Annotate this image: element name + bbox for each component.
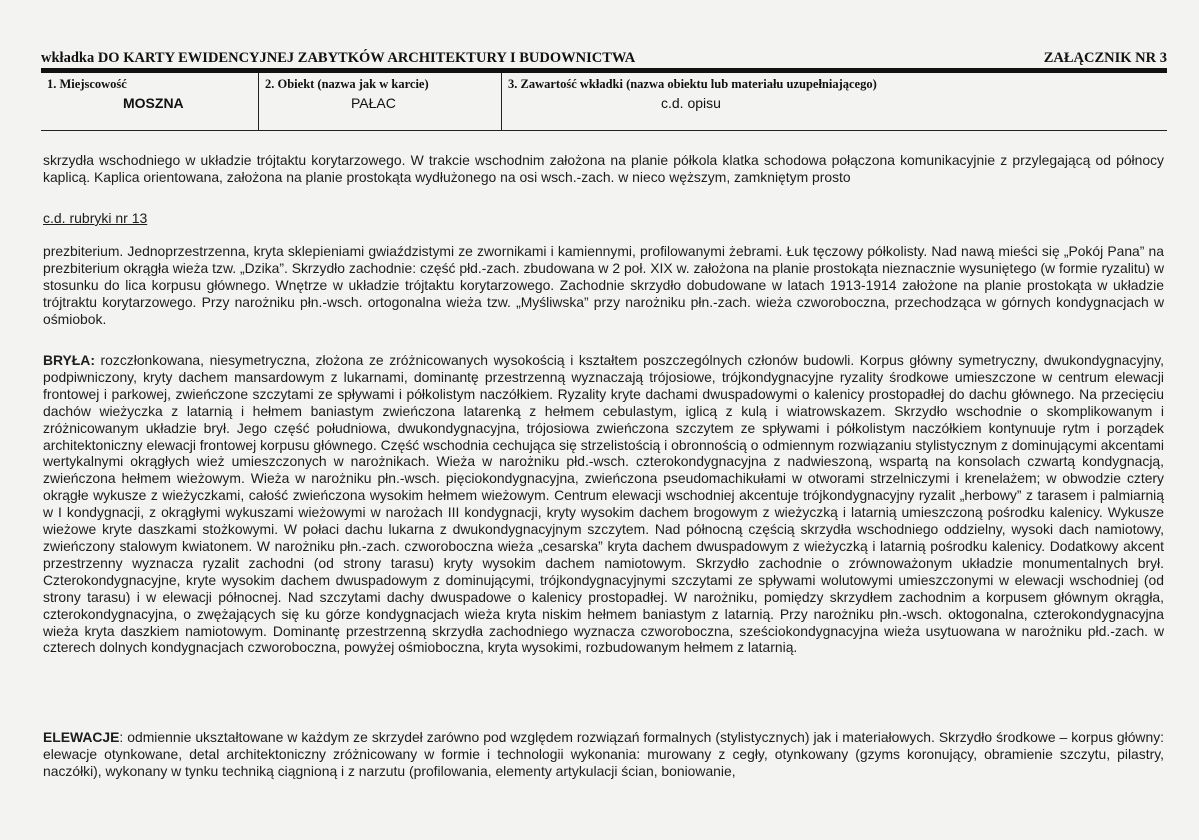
form-title: wkładka DO KARTY EWIDENCYJNEJ ZABYTKÓW ARCHITEKTURY I BUDOWNICTWA [41,50,636,66]
locality-field [41,73,259,130]
elewacje-text: : odmiennie ukształtowane w każdym ze skrzydeł zarówno pod względem rozwiązań formalnych (stylistycznych) jak i materiałowych. Skrzydło środkowe – korpus główny: elewacje otynkowane, detal architektoniczny zróżnicowany w formie i technologii wykonania: murowany z cegły, otynkowany (gzyms koronujący, obramienie szczytu, pilastry, naczółki), wykonany w tynku techniką ciągnioną i z narzutu (profilowania, elementy artykulacji ścian, boniowanie, [43,729,1164,779]
content-value: c.d. opisu [661,95,721,111]
locality-label: 1. Miejscowość [47,77,127,91]
attachment-number: ZAŁĄCZNIK NR 3 [1043,50,1167,66]
object-field [259,73,502,130]
elewacje-heading: ELEWACJE [43,729,120,745]
content-label: 3. Zawartość wkładki (nazwa obiektu lub materiału uzupełniającego) [508,77,877,91]
content-field [502,73,1167,130]
object-value: PAŁAC [351,95,396,111]
paragraph-presbytery: prezbiterium. Jednoprzestrzenna, kryta sklepieniami gwiaździstymi ze zwornikami i kamiennymi, profilowanymi żebrami. Łuk tęczowy półkolisty. Nad nawą mieści się „Pokój Pana” na prezbiterium okrągła wieża tzw. „Dzika”. Skrzydło zachodnie: część płd.-zach. zbudowana w 2 poł. XIX w. założona na planie prostokąta nieznacznie wysuniętego (w formie ryzalitu) w stosunku do lica korpusu głównego. Wnętrze w układzie trójtaktu korytarzowego. Zachodnie skrzydło dobudowane w latach 1913-1914 założone na planie prostokąta w układzie trójtraktu korytarzowego. Przy narożniku płn.-wsch. ortogonalna wieża tzw. „Myśliwska” przy narożniku płn.-zach. wieża czworoboczna, przechodząca w górnych kondygnacjach w ośmiobok. [43,243,1164,327]
paragraph-elewacje [43,729,1164,780]
form-header [41,50,1167,67]
field-row [41,73,1167,131]
bryla-text: rozczłonkowana, niesymetryczna, złożona ze zróżnicowanych wysokością i kształtem poszczególnych członów budowli. Korpus główny symetryczny, dwukondygnacyjny, podpiwniczony, kryty dachem mansardowym z lukarnami, dominantę przestrzenną wyznaczają trójosiowe, trójkondygnacyjne ryzality środkowe umieszczone w centrum elewacji frontowej i parkowej, zwieńczone szczytami ze spływami i półkolistym naczółkiem. Ryzality kryte dachami dwuspadowymi o kalenicy prostopadłej do dachu głównego. Na przecięciu dachów wieżyczka z latarnią i hełmem baniastym zwieńczona latarenką z hełmem cebulastym, iglicą z kulą i wiatrowskazem. Skrzydło wschodnie o skomplikowanym i zróżnicowanym układzie brył. Jego część południowa, dwukondygnacyjna, trójosiowa zwieńczona szczytem ze spływami i półkolistym naczółkiem kontynuuje rytm i porządek architektoniczny elewacji frontowej korpusu głównego. Część wschodnia cechująca się strzelistością i obronnością o odmiennym rozwiązaniu stylistycznym z dominującymi akcentami wertykalnymi okrągłych wież umieszczonych w narożnikach. Wieża w narożniku płd.-wsch. czterokondygnacyjna z nadwieszoną, wspartą na konsolach czwartą kondygnacją, zwieńczona hełmem wieżowym. Wieża w narożniku płn.-wsch. pięciokondygnacyjna, zwieńczona pseudomachikułami w otworami strzelniczymi i krenelażem; w obwodzie cztery okrągłe wykusze z wieżyczkami, całość zwieńczona wysokim hełmem wieżowym. Centrum elewacji wschodniej akcentuje trójkondygnacyjny ryzalit „herbowy” z tarasem i palmiarnią w I kondygnacji, z okrągłymi wykuszami wieżowymi w narożach III kondygnacji, kryty wysokim dachem brogowym z wieżyczką i latarnią umieszczoną pośrodku kalenicy. Wykusze wieżowe kryte daszkami stożkowymi. W połaci dachu lukarna z dwukondygnacyjnym szczytem. Nad północną częścią skrzydła wschodniego oddzielny, wysoki dach namiotowy, zwieńczony stalowym kwiatonem. W narożniku płn.-zach. czworoboczna wieża „cesarska” kryta dachem dwuspadowym z wieżyczką i latarnią pośrodku kalenicy. Dodatkowy akcent przestrzenny wyznacza ryzalit zachodni (od strony tarasu) kryty wysokim dachem namiotowym. Skrzydło zachodnie o zrównoważonym układzie monumentalnych brył. Czterokondygnacyjne, kryte wysokim dachem dwuspadowym z dominującymi, trójkondygnacyjnymi szczytami ze spływami wolutowymi umieszczonymi w elewacji wschodniej (od strony tarasu) i w elewacji północnej. Nad szczytami dachy dwuspadowe o kalenicy prostopadłej. W narożniku, pomiędzy skrzydłem zachodnim a korpusem głównym okrągła, czterokondygnacyjna, o zwężających się ku górze kondygnacjach wieża kryta niskim hełmem baniastym z latarnią. Przy narożniku płn.-wsch. oktogonalna, czterokondygnacyjna wieża kryta daszkiem namiotowym. Dominantę przestrzenną skrzydła zachodniego wyznacza czworoboczna, sześciokondygnacyjna wieża usytuowana w narożniku płd.-zach. w czterech dolnych kondygnacjach czworoboczna, powyżej ośmioboczna, kryta wysokimi, rozbudowanym hełmem z latarnią. [43,352,1164,656]
object-label: 2. Obiekt (nazwa jak w karcie) [265,77,429,91]
locality-value: MOSZNA [123,95,184,111]
paragraph-bryla [43,352,1164,656]
bryla-heading: BRYŁA: [43,352,95,368]
continued-rubric-label: c.d. rubryki nr 13 [43,210,148,226]
paragraph-east-wing: skrzydła wschodniego w układzie trójtaktu korytarzowego. W trakcie wschodnim założona na planie półkola klatka schodowa połączona komunikacyjnie z przylegającą od północy kaplicą. Kaplica orientowana, założona na planie prostokąta wydłużonego na osi wsch.-zach. w nieco węższym, zamkniętym prosto [43,152,1164,185]
